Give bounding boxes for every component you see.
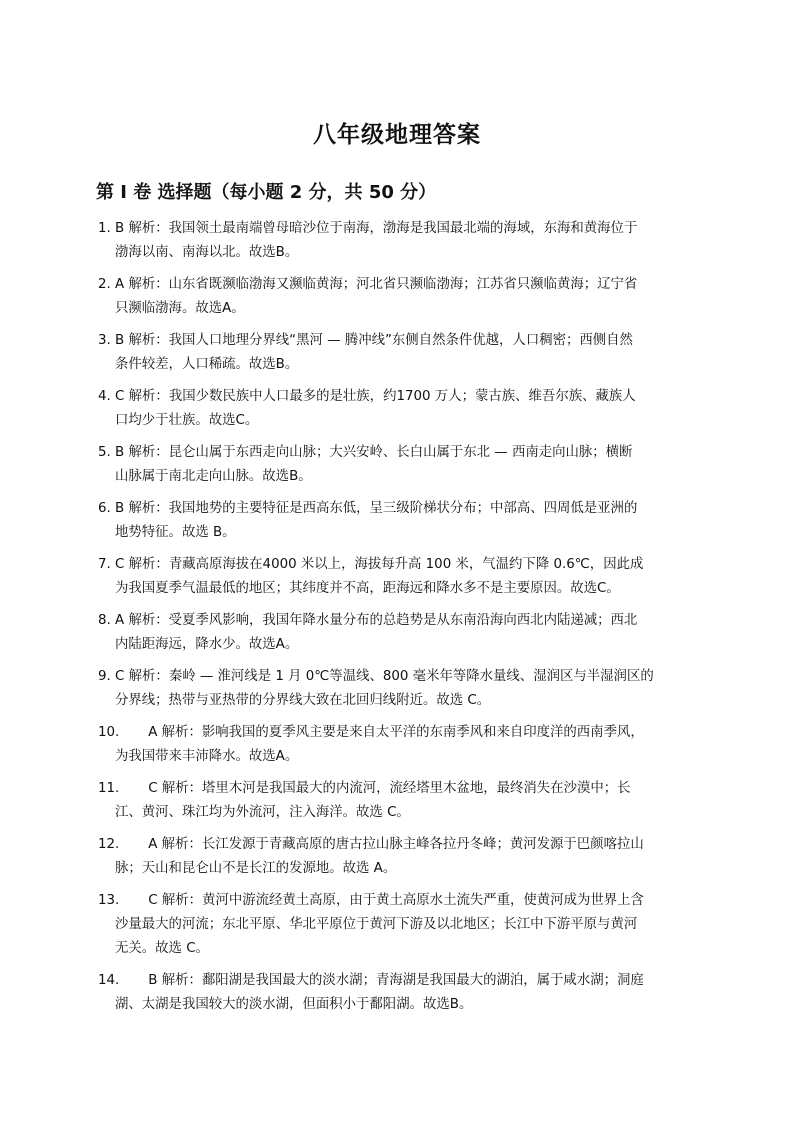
answer-text: B 解析：昆仑山属于东西走向山脉；大兴安岭、长白山属于东北 — 西南走向山脉；横断	[115, 445, 633, 460]
answer-item	[98, 385, 702, 433]
answer-text: 地势特征。故选 B。	[115, 525, 236, 540]
answer-text: B 解析：鄱阳湖是我国最大的淡水湖；青海湖是我国最大的湖泊，属于咸水湖；洞庭	[148, 973, 644, 988]
answer-continuation-line	[98, 465, 702, 489]
answer-item	[98, 217, 702, 265]
answer-item	[98, 441, 702, 489]
answer-item	[98, 777, 702, 825]
answer-continuation-line	[98, 409, 702, 433]
answer-number: 1.	[98, 221, 111, 236]
answer-number: 4.	[98, 389, 111, 404]
answer-item	[98, 329, 702, 377]
answer-text: C 解析：秦岭 — 淮河线是 1 月 0℃等温线、800 毫米年等降水量线、湿润区与半湿润区的	[115, 669, 654, 684]
answer-text: 山脉属于南北走向山脉。故选B。	[115, 469, 312, 484]
answer-continuation-line	[98, 297, 702, 321]
answer-text: 江、黄河、珠江均为外流河，注入海洋。故选 C。	[115, 805, 410, 820]
answer-number: 7.	[98, 557, 111, 572]
answer-first-line	[98, 385, 702, 409]
answer-text: 渤海以南、南海以北。故选B。	[115, 245, 299, 260]
answer-item	[98, 665, 702, 713]
answer-text: 为我国夏季气温最低的地区；其纬度并不高，距海远和降水多不是主要原因。故选C。	[115, 581, 620, 596]
answer-text: A 解析：山东省既濒临渤海又濒临黄海；河北省只濒临渤海；江苏省只濒临黄海；辽宁省	[115, 277, 638, 292]
answer-number: 13.	[98, 893, 120, 908]
answer-item	[98, 273, 702, 321]
answer-text: C 解析：黄河中游流经黄土高原，由于黄土高原水土流失严重，使黄河成为世界上含	[148, 893, 644, 908]
answer-number: 3.	[98, 333, 111, 348]
answer-first-line	[98, 329, 702, 353]
answer-item	[98, 497, 702, 545]
answer-text: 脉；天山和昆仑山不是长江的发源地。故选 A。	[115, 861, 397, 876]
answer-text: 为我国带来丰沛降水。故选A。	[115, 749, 299, 764]
answer-item	[98, 721, 702, 769]
answer-text: B 解析：我国人口地理分界线“黑河 — 腾冲线”东侧自然条件优越，人口稠密；西侧自然	[115, 333, 633, 348]
answer-number: 5.	[98, 445, 111, 460]
answer-text: 内陆距海远，降水少。故选A。	[115, 637, 299, 652]
answer-continuation-line	[98, 521, 702, 545]
answer-text: B 解析：我国地势的主要特征是西高东低，呈三级阶梯状分布；中部高、四周低是亚洲的	[115, 501, 638, 516]
answer-number: 12.	[98, 837, 120, 852]
answer-text: 口均少于壮族。故选C。	[115, 413, 259, 428]
answer-first-line	[98, 665, 702, 689]
answer-first-line	[98, 721, 702, 745]
answer-continuation-line	[98, 801, 702, 825]
answer-number: 10.	[98, 725, 120, 740]
answer-continuation-line	[98, 913, 702, 937]
answer-text: 湖、太湖是我国较大的淡水湖，但面积小于鄱阳湖。故选B。	[115, 997, 473, 1012]
answer-first-line	[98, 553, 702, 577]
answer-first-line	[98, 441, 702, 465]
answer-continuation-line	[98, 857, 702, 881]
answer-continuation-line	[98, 937, 702, 961]
answer-text: A 解析：影响我国的夏季风主要是来自太平洋的东南季风和来自印度洋的西南季风，	[148, 725, 644, 740]
answer-first-line	[98, 273, 702, 297]
document-title: 八年级地理答案	[313, 122, 481, 148]
answer-text: B 解析：我国领土最南端曾母暗沙位于南海，渤海是我国最北端的海域，东海和黄海位于	[115, 221, 638, 236]
answer-text: A 解析：受夏季风影响，我国年降水量分布的总趋势是从东南沿海向西北内陆递减；西北	[115, 613, 638, 628]
answer-text: 分界线；热带与亚热带的分界线大致在北回归线附近。故选 C。	[115, 693, 491, 708]
answer-text: 沙量最大的河流；东北平原、华北平原位于黄河下游及以北地区；长江中下游平原与黄河	[115, 917, 638, 932]
answer-text: C 解析：我国少数民族中人口最多的是壮族，约1700 万人；蒙古族、维吾尔族、藏族人	[115, 389, 636, 404]
answer-text: 无关。故选 C。	[115, 941, 209, 956]
answer-item	[98, 553, 702, 601]
answer-first-line	[98, 609, 702, 633]
answer-first-line	[98, 777, 702, 801]
answer-number: 8.	[98, 613, 111, 628]
answer-continuation-line	[98, 993, 702, 1017]
answer-continuation-line	[98, 577, 702, 601]
answer-item	[98, 969, 702, 1017]
answer-continuation-line	[98, 689, 702, 713]
answer-item	[98, 609, 702, 657]
section-heading: 第 Ⅰ 卷 选择题（每小题 2 分，共 50 分）	[96, 182, 437, 203]
answer-number: 9.	[98, 669, 111, 684]
answer-continuation-line	[98, 241, 702, 265]
answer-list	[98, 217, 702, 1025]
answer-number: 11.	[98, 781, 120, 796]
answer-number: 6.	[98, 501, 111, 516]
answer-first-line	[98, 833, 702, 857]
answer-text: 只濒临渤海。故选A。	[115, 301, 245, 316]
answer-number: 2.	[98, 277, 111, 292]
answer-item	[98, 833, 702, 881]
answer-text: A 解析：长江发源于青藏高原的唐古拉山脉主峰各拉丹冬峰；黄河发源于巴颜喀拉山	[148, 837, 644, 852]
answer-item	[98, 889, 702, 961]
answer-first-line	[98, 497, 702, 521]
answer-text: 条件较差，人口稀疏。故选B。	[115, 357, 299, 372]
answer-text: C 解析：青藏高原海拔在4000 米以上，海拔每升高 100 米，气温约下降 0.6℃，因此成	[115, 557, 644, 572]
answer-continuation-line	[98, 745, 702, 769]
answer-first-line	[98, 969, 702, 993]
answer-first-line	[98, 217, 702, 241]
answer-text: C 解析：塔里木河是我国最大的内流河，流经塔里木盆地，最终消失在沙漠中；长	[148, 781, 631, 796]
answer-continuation-line	[98, 633, 702, 657]
answer-continuation-line	[98, 353, 702, 377]
answer-number: 14.	[98, 973, 120, 988]
answer-first-line	[98, 889, 702, 913]
